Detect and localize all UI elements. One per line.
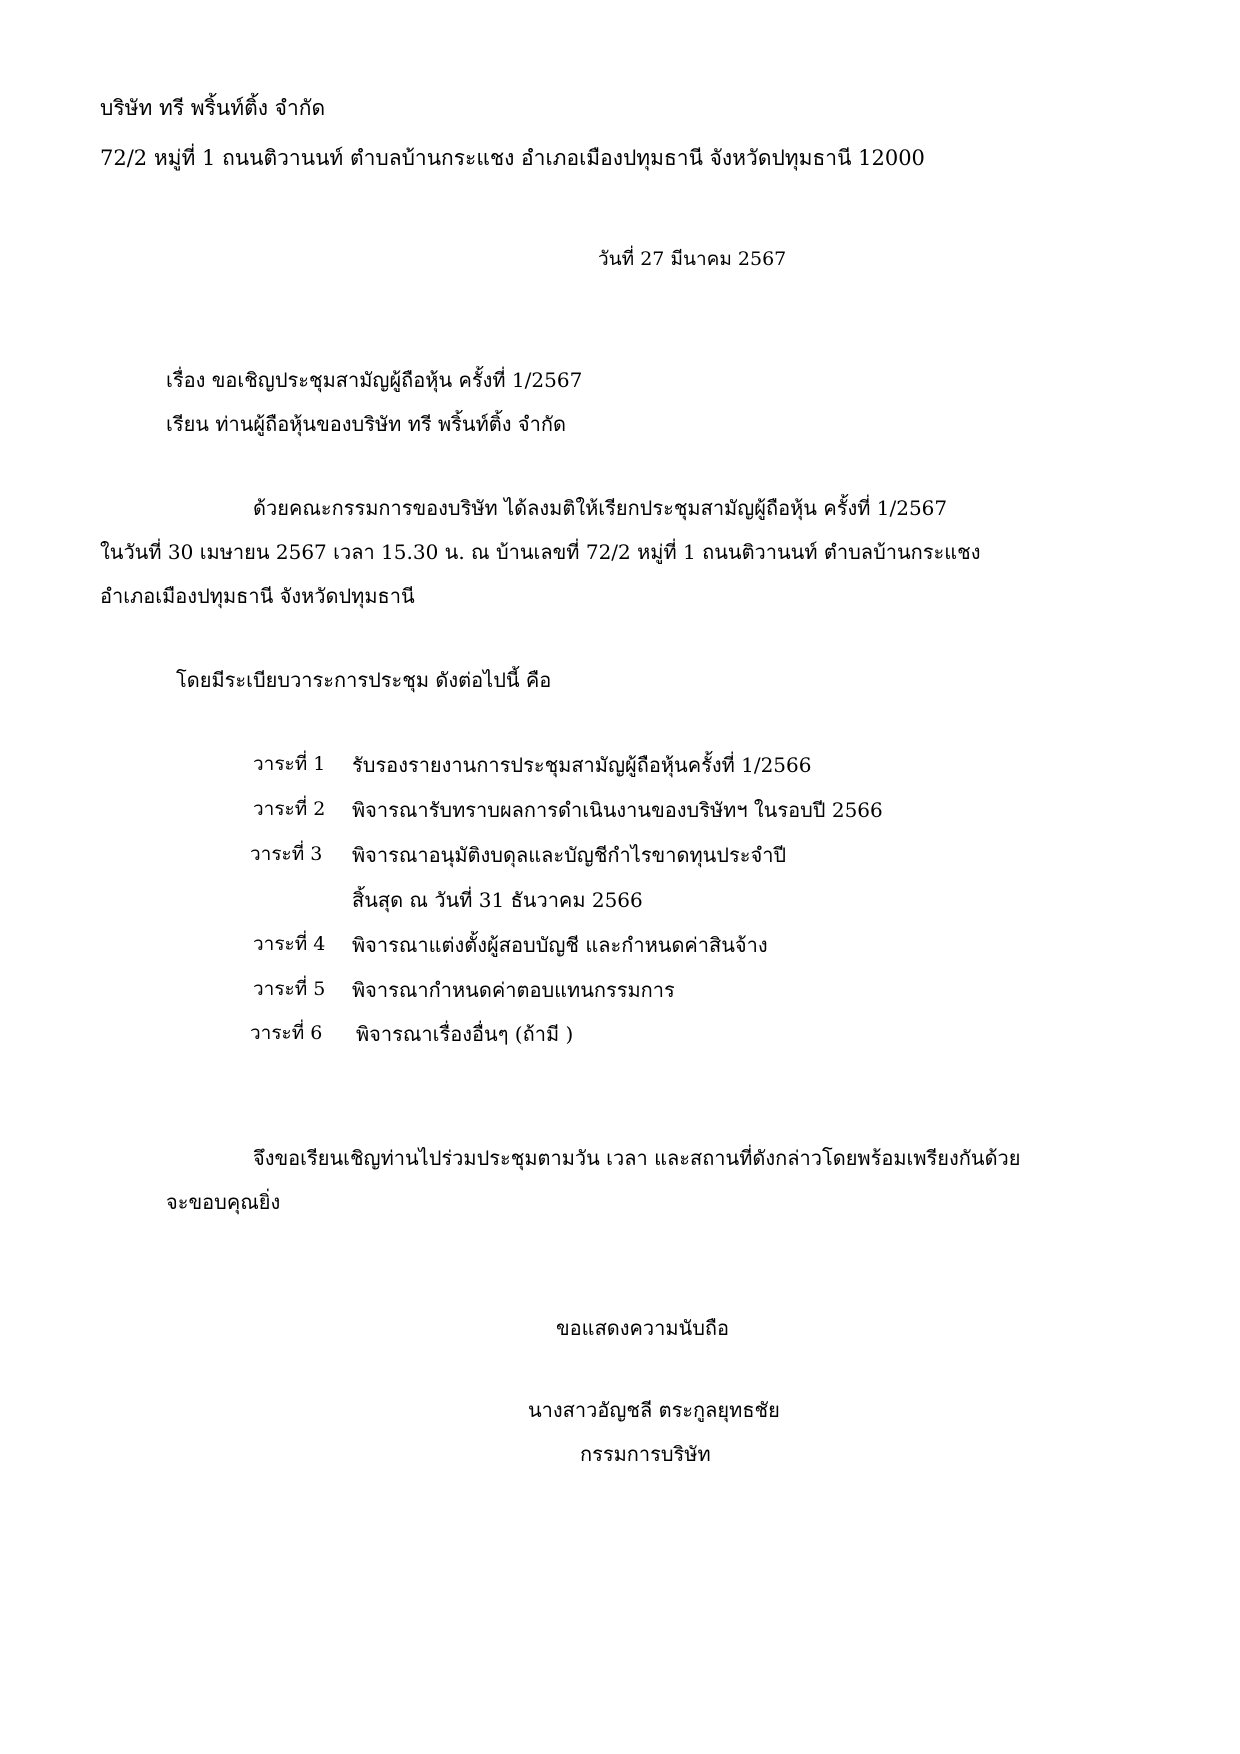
agenda-item-4-text: พิจารณาแต่งตั้งผู้สอบบัญชี และกำหนดค่าสินจ้าง (352, 933, 768, 957)
signature-name: นางสาวอัญชลี ตระกูลยุทธชัย (528, 1398, 780, 1422)
signature-salutation: ขอแสดงความนับถือ (556, 1316, 730, 1340)
agenda-item-3-text: พิจารณาอนุมัติงบดุลและบัญชีกำไรขาดทุนประจำปี (352, 843, 787, 867)
agenda-item-5-number: วาระที่ 5 (253, 978, 326, 1000)
signature-title: กรรมการบริษัท (580, 1442, 711, 1466)
agenda-item-2-text: พิจารณารับทราบผลการดำเนินงานของบริษัทฯ ในรอบปี 2566 (352, 798, 883, 822)
closing-line-1: จึงขอเรียนเชิญท่านไปร่วมประชุมตามวัน เวลา และสถานที่ดังกล่าวโดยพร้อมเพรียงกันด้วย (253, 1146, 1021, 1170)
closing-line-2: จะขอบคุณยิ่ง (166, 1190, 281, 1214)
intro-line-1: ด้วยคณะกรรมการของบริษัท ได้ลงมติให้เรียกประชุมสามัญผู้ถือหุ้น ครั้งที่ 1/2567 (253, 496, 948, 520)
agenda-item-3-text-continued: สิ้นสุด ณ วันที่ 31 ธันวาคม 2566 (352, 888, 643, 912)
letter-date: วันที่ 27 มีนาคม 2567 (598, 248, 787, 270)
company-address: 72/2 หมู่ที่ 1 ถนนติวานนท์ ตำบลบ้านกระแชง อำเภอเมืองปทุมธานี จังหวัดปทุมธานี 12000 (100, 146, 925, 170)
letter-subject: เรื่อง ขอเชิญประชุมสามัญผู้ถือหุ้น ครั้งที่ 1/2567 (166, 368, 583, 392)
agenda-item-1-number: วาระที่ 1 (253, 753, 326, 775)
agenda-item-1-text: รับรองรายงานการประชุมสามัญผู้ถือหุ้นครั้งที่ 1/2566 (352, 753, 812, 777)
agenda-intro: โดยมีระเบียบวาระการประชุม ดังต่อไปนี้ คือ (176, 668, 552, 692)
agenda-item-5-text: พิจารณากำหนดค่าตอบแทนกรรมการ (352, 978, 675, 1002)
letter-recipient: เรียน ท่านผู้ถือหุ้นของบริษัท ทรี พริ้นท์ติ้ง จำกัด (166, 412, 566, 436)
agenda-item-4-number: วาระที่ 4 (253, 933, 326, 955)
intro-line-3: อำเภอเมืองปทุมธานี จังหวัดปทุมธานี (100, 584, 415, 608)
agenda-item-6-number: วาระที่ 6 (250, 1022, 323, 1044)
intro-line-2: ในวันที่ 30 เมษายน 2567 เวลา 15.30 น. ณ บ้านเลขที่ 72/2 หมู่ที่ 1 ถนนติวานนท์ ตำบลบ้านกระแชง (100, 540, 981, 564)
agenda-item-6-text: พิจารณาเรื่องอื่นๆ (ถ้ามี ) (356, 1022, 574, 1046)
company-name: บริษัท ทรี พริ้นท์ติ้ง จำกัด (100, 96, 326, 120)
agenda-item-3-number: วาระที่ 3 (250, 843, 323, 865)
agenda-item-2-number: วาระที่ 2 (253, 798, 326, 820)
